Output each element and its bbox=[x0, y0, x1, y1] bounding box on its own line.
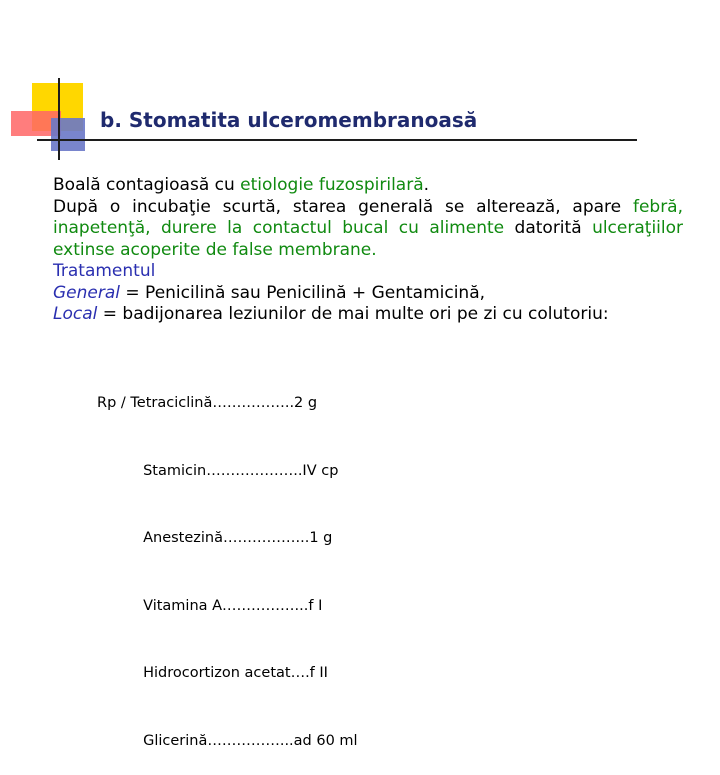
prescription-line: Rp / Tetraciclină……………..2 g bbox=[97, 395, 318, 411]
local-treatment-line bbox=[53, 304, 683, 326]
symptoms-highlight: febră, inapetenţă, durere la contactul bucal cu alimente bbox=[53, 196, 683, 238]
decor-horizontal-line bbox=[37, 139, 637, 141]
slide-title: b. Stomatita ulceromembranoasă bbox=[100, 108, 478, 132]
general-treatment-line bbox=[53, 283, 683, 305]
symptoms-text: După o incubaţie scurtă, starea generală se alterează, apare bbox=[53, 196, 633, 217]
symptoms-connector: datorită bbox=[504, 218, 593, 238]
local-text: = badijonarea leziunilor de mai multe ori pe zi cu colutoriu: bbox=[97, 304, 609, 324]
general-label: General bbox=[53, 282, 120, 303]
definition-end: . bbox=[423, 175, 430, 195]
slide-body bbox=[53, 175, 683, 326]
prescription-block bbox=[97, 347, 358, 775]
decor-vertical-line bbox=[58, 78, 60, 160]
prescription-line: Glicerină……………...ad 60 ml bbox=[97, 732, 358, 749]
ulcerations-highlight: ulceraţiilor extinse acoperite de false membrane. bbox=[53, 218, 683, 260]
prescription-line: Stamicin………………..IV cp bbox=[97, 462, 339, 479]
prescription-line: Anestezină……………...1 g bbox=[97, 530, 333, 546]
etiology-highlight: etiologie fuzospirilară bbox=[240, 175, 424, 195]
symptoms-paragraph bbox=[53, 197, 683, 262]
treatment-heading: Tratamentul bbox=[53, 261, 156, 281]
local-label: Local bbox=[53, 304, 98, 324]
prescription-line: Hidrocortizon acetat….f II bbox=[97, 665, 328, 681]
prescription-line: Vitamina A……………...f I bbox=[97, 597, 323, 614]
decor-blue-square bbox=[51, 118, 85, 151]
general-text: = Penicilină sau Penicilină + Gentamicină, bbox=[120, 282, 486, 303]
definition-line bbox=[53, 175, 683, 197]
definition-text: Boală contagioasă cu bbox=[53, 175, 241, 195]
